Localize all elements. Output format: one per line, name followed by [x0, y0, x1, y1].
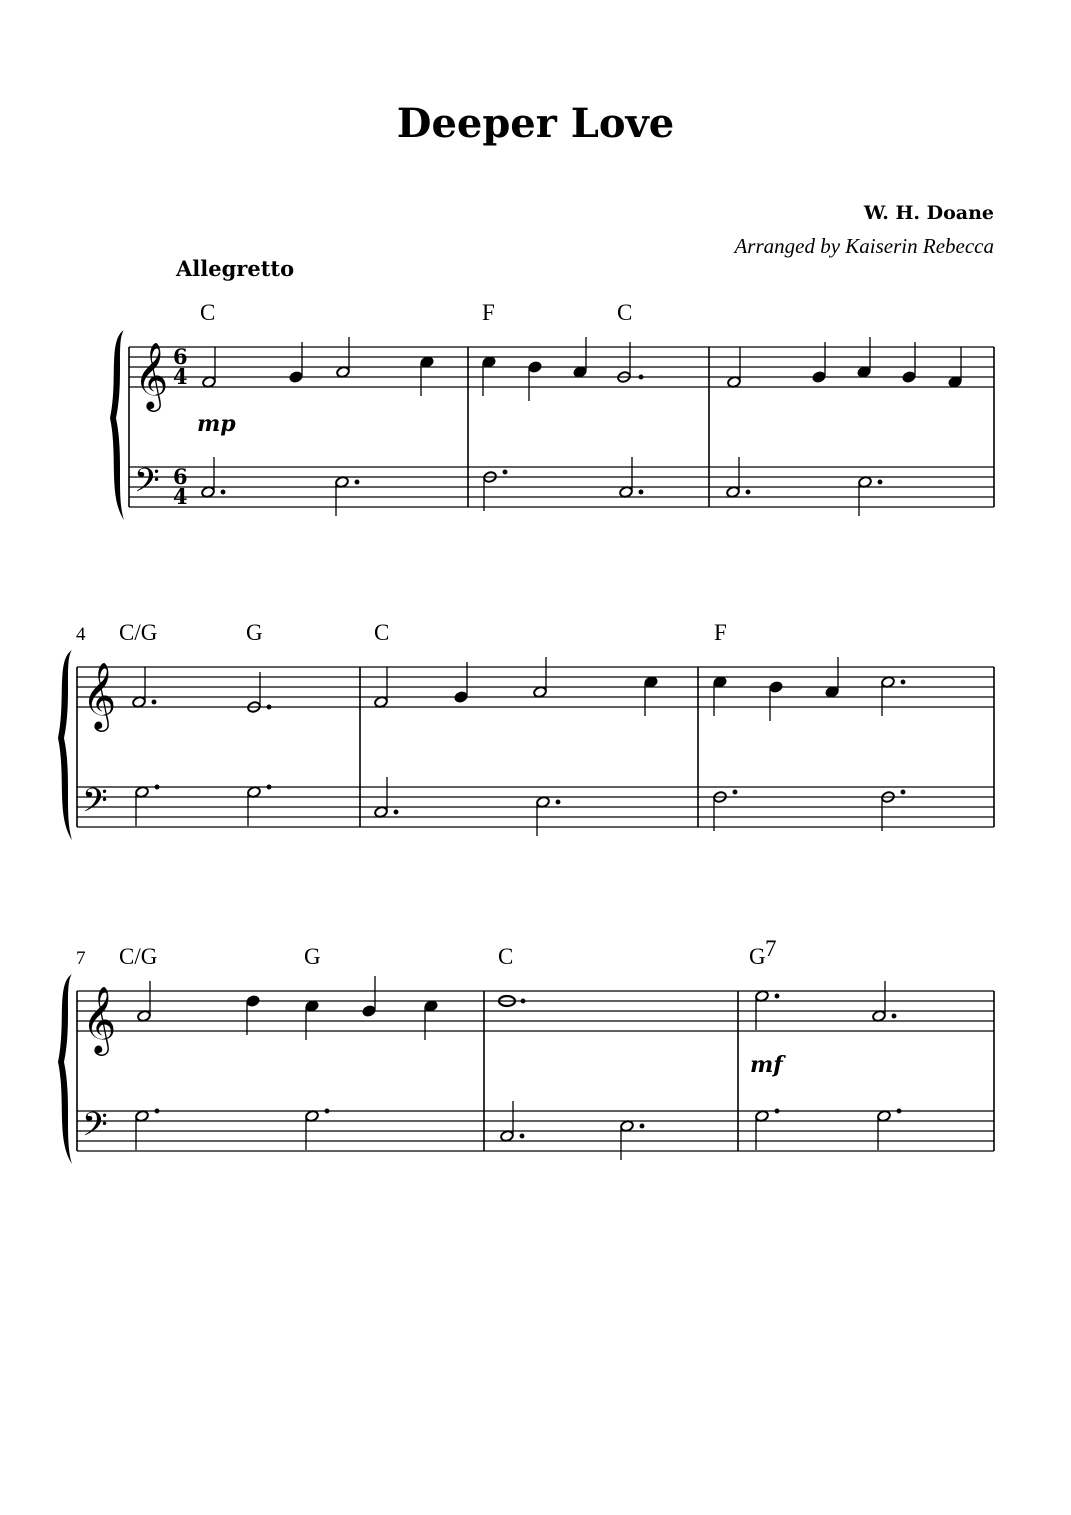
bass-clef: 𝄢: [82, 1106, 108, 1152]
treble-clef: 𝄞: [82, 661, 117, 729]
system-3: [58, 936, 994, 1164]
chord-symbol: F: [482, 300, 495, 325]
time-signature-bottom: 4: [173, 364, 188, 389]
treble-clef: 𝄞: [134, 341, 169, 409]
dynamic-marking: mf: [750, 1052, 783, 1078]
chord-symbol: C: [617, 300, 633, 325]
bass-staff: [77, 1111, 994, 1151]
chord-symbol: C: [200, 300, 216, 325]
treble-staff: [77, 667, 994, 707]
treble-staff: [77, 991, 994, 1031]
chord-symbol: C/G: [119, 944, 158, 969]
tempo-marking: Allegretto: [176, 256, 295, 281]
system-2: [58, 620, 994, 840]
bass-clef: 𝄢: [82, 782, 108, 828]
chord-symbol: G: [246, 620, 263, 645]
chord-symbol: G: [749, 944, 766, 969]
bass-clef: 𝄢: [134, 462, 160, 508]
measure-number: 7: [76, 948, 86, 969]
brace: [58, 650, 72, 840]
dynamic-marking: mp: [197, 411, 236, 437]
chord-symbol: C/G: [119, 620, 158, 645]
time-signature-bottom: 4: [173, 484, 188, 509]
time-signature-top: 6: [173, 344, 188, 369]
treble-clef: 𝄞: [82, 985, 117, 1053]
brace: [58, 974, 72, 1164]
measure-number: 4: [76, 624, 86, 645]
composer-name: W. H. Doane: [863, 202, 994, 224]
chord-superscript: 7: [765, 936, 777, 961]
brace: [110, 330, 124, 520]
chord-symbol: C: [374, 620, 390, 645]
chord-symbol: G: [304, 944, 321, 969]
time-signature-top: 6: [173, 464, 188, 489]
bass-staff: [77, 787, 994, 827]
page-title: Deeper Love: [396, 100, 675, 147]
system-1: [110, 300, 994, 520]
chord-symbol: C: [498, 944, 514, 969]
chord-symbol: F: [714, 620, 727, 645]
arranger-credit: Arranged by Kaiserin Rebecca: [734, 234, 994, 258]
